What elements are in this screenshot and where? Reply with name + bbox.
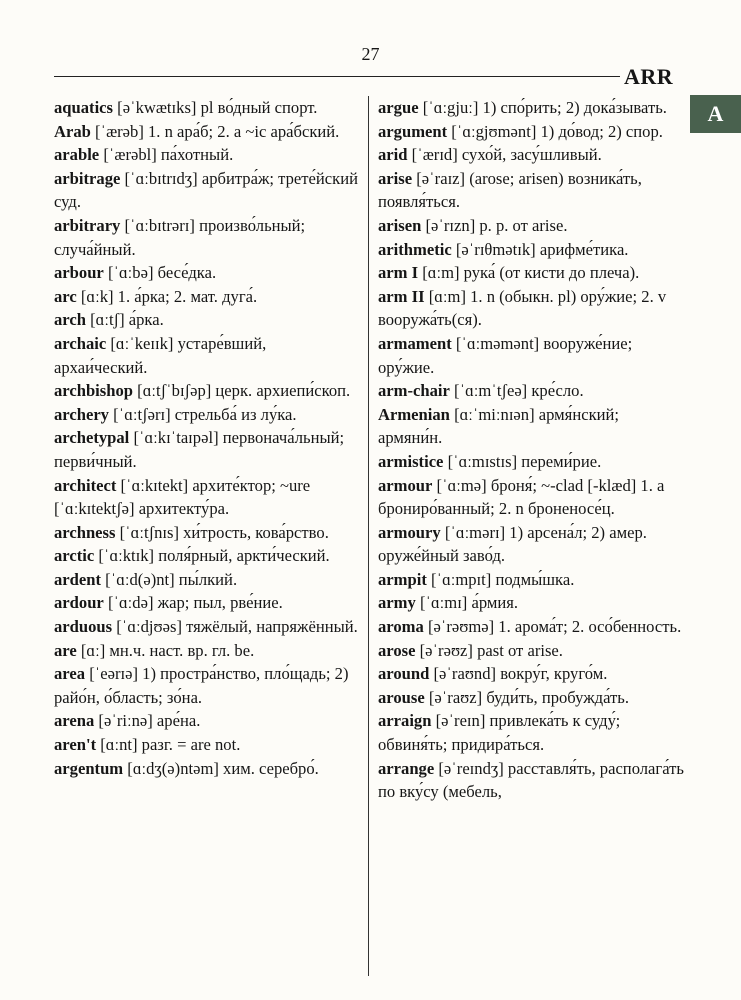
entry-headword: arid: [378, 145, 408, 165]
entry-definition: [ɑːk] 1. а́рка; 2. мат. дуга́.: [80, 286, 258, 306]
column-divider: [368, 96, 369, 976]
dictionary-entry: [378, 709, 686, 756]
entry-definition: [ˈɑːmɪ] а́рмия.: [419, 593, 519, 613]
entry-definition: [ˈɑːgjuː] 1) спо́рить; 2) дока́зывать.: [422, 98, 667, 117]
dictionary-entry: [54, 96, 362, 120]
entry-headword: ardour: [54, 593, 104, 613]
entry-definition: [ˈɑːmərɪ] 1) арсена́л; 2) амер. оруже́йный заво́д.: [378, 522, 647, 566]
entry-definition: [ɑːˈkeɪɪk] устаре́вший, архаи́ческий.: [54, 333, 267, 377]
entry-headword: arm I: [378, 263, 419, 283]
entry-headword: arrange: [378, 758, 435, 778]
left-column: [54, 96, 362, 780]
entry-definition: [ˈɑːdjʊəs] тяжёлый, напряжённый.: [116, 617, 358, 637]
running-head: ARR: [624, 64, 674, 89]
entry-headword: arouse: [378, 687, 425, 707]
entry-definition: [ɑːˈmiːnɪən] армя́нский; армяни́н.: [378, 404, 619, 448]
dictionary-entry: [54, 379, 362, 403]
entry-headword: arc: [54, 286, 77, 306]
entry-headword: arbitrary: [54, 215, 121, 235]
header-rule: [54, 76, 620, 77]
entry-definition: [ˈeərɪə] 1) простра́нство, пло́щадь; 2) райо́н, о́бласть; зо́на.: [54, 664, 349, 707]
dictionary-entry: [378, 238, 686, 262]
dictionary-entry: [54, 285, 362, 309]
letter-tab: A: [690, 95, 741, 133]
entry-definition: [ˈɑːmˈtʃeə] кре́сло.: [454, 381, 584, 401]
entry-definition: [ˈærəb] 1. n ара́б; 2. a ~ic ара́бский.: [95, 121, 340, 141]
dictionary-entry: [378, 568, 686, 592]
dictionary-entry: [378, 285, 686, 332]
entry-definition: [ɑːm] 1. n (обыкн. pl) ору́жие; 2. v вооружа́ть(ся).: [378, 286, 667, 330]
entry-definition: [əˈkwætɪks] pl во́дный спорт.: [117, 98, 318, 117]
entry-headword: arisen: [378, 215, 422, 235]
dictionary-entry: [54, 568, 362, 592]
entry-headword: army: [378, 593, 416, 613]
dictionary-entry: [54, 709, 362, 733]
right-column: [378, 96, 686, 804]
dictionary-entry: [378, 120, 686, 144]
entry-definition: [əˈraɪz] (arose; arisen) возника́ть, появля́ться.: [378, 168, 642, 212]
dictionary-entry: [54, 757, 362, 781]
entry-definition: [ˈɑːkɪtekt] архите́ктор; ~ure [ˈɑːkɪtektʃə] архитекту́ра.: [54, 475, 311, 519]
entry-definition: [ˈɑːtʃnɪs] хи́трость, кова́рство.: [119, 522, 329, 542]
entry-headword: armoury: [378, 522, 441, 542]
entry-headword: archery: [54, 404, 109, 424]
entry-definition: [ˈɑːgjʊmənt] 1) до́вод; 2) спор.: [451, 121, 663, 141]
dictionary-entry: [54, 403, 362, 427]
entry-definition: [əˈrəʊz] past от arise.: [419, 640, 563, 660]
entry-definition: [ɑːtʃˈbɪʃəp] церк. архиепи́скоп.: [137, 381, 351, 401]
dictionary-entry: [378, 96, 686, 120]
entry-headword: arose: [378, 640, 416, 660]
entry-headword: arraign: [378, 711, 432, 731]
dictionary-entry: [54, 214, 362, 261]
entry-headword: argue: [378, 98, 419, 117]
entry-headword: armour: [378, 475, 433, 495]
entry-headword: archetypal: [54, 428, 130, 448]
entry-definition: [əˈreɪn] привлека́ть к суду́; обвиня́ть; придира́ться.: [378, 711, 621, 755]
entry-definition: [ˈɑːbə] бесе́дка.: [107, 263, 217, 283]
dictionary-entry: [378, 261, 686, 285]
dictionary-entry: [378, 757, 686, 804]
dictionary-entry: [54, 662, 362, 709]
entry-definition: [ɑːnt] разг. = are not.: [100, 735, 241, 755]
entry-headword: archness: [54, 522, 116, 542]
dictionary-entry: [378, 662, 686, 686]
entry-definition: [əˈraʊnd] вокру́г, круго́м.: [433, 664, 608, 684]
entry-headword: arm-chair: [378, 381, 450, 401]
page-number: 27: [361, 44, 380, 64]
entry-definition: [əˈrɪθmətɪk] арифме́тика.: [455, 239, 629, 259]
entry-headword: arm II: [378, 286, 425, 306]
entry-headword: arctic: [54, 546, 95, 566]
entry-definition: [ɑːdʒ(ə)ntəm] хим. серебро́.: [127, 758, 319, 778]
entry-definition: [ɑːtʃ] а́рка.: [90, 310, 164, 330]
entry-definition: [əˈraʊz] буди́ть, пробужда́ть.: [428, 687, 630, 707]
dictionary-entry: [54, 544, 362, 568]
entry-headword: arbour: [54, 263, 104, 283]
dictionary-entry: [378, 143, 686, 167]
entry-headword: armament: [378, 333, 452, 353]
dictionary-entry: [378, 450, 686, 474]
entry-headword: arise: [378, 168, 413, 188]
dictionary-entry: [54, 308, 362, 332]
entry-headword: architect: [54, 475, 117, 495]
dictionary-entry: [378, 379, 686, 403]
dictionary-entry: [54, 615, 362, 639]
dictionary-entry: [378, 403, 686, 450]
entry-definition: [ˈɑːkɪˈtaɪpəl] первонача́льный; перви́чный.: [54, 428, 345, 471]
entry-headword: arch: [54, 310, 86, 330]
entry-definition: [ɑːm] рука́ (от кисти до плеча).: [422, 263, 640, 283]
entry-headword: Arab: [54, 121, 91, 141]
dictionary-entry: [54, 521, 362, 545]
entry-headword: archbishop: [54, 381, 134, 401]
dictionary-entry: [54, 426, 362, 473]
entry-headword: aquatics: [54, 98, 114, 117]
dictionary-entry: [54, 332, 362, 379]
entry-headword: arable: [54, 145, 100, 165]
entry-definition: [ˈɑːmɪstɪs] переми́рие.: [447, 451, 602, 471]
entry-definition: [əˈrəʊmə] 1. арома́т; 2. осо́бенность.: [427, 617, 682, 637]
dictionary-entry: [54, 591, 362, 615]
entry-headword: armpit: [378, 569, 427, 589]
entry-definition: [ˈɑːktɪk] поля́рный, аркти́ческий.: [98, 546, 330, 566]
entry-definition: [ˈɑːmə] броня́; ~-clad [-klæd] 1. a брониро́ванный; 2. n броненосе́ц.: [378, 475, 665, 519]
entry-headword: area: [54, 664, 86, 684]
entry-headword: armistice: [378, 451, 444, 471]
entry-headword: archaic: [54, 333, 107, 353]
dictionary-entry: [378, 615, 686, 639]
dictionary-entry: [378, 474, 686, 521]
entry-definition: [əˈreɪndʒ] расставля́ть, располага́ть по вку́су (мебель,: [378, 758, 684, 802]
dictionary-entry: [378, 167, 686, 214]
entry-definition: [ˈærəbl] па́хотный.: [103, 145, 234, 165]
entry-headword: arduous: [54, 617, 113, 637]
entry-definition: [ɑː] мн.ч. наст. вр. гл. be.: [80, 640, 255, 660]
entry-definition: [ˈɑːd(ə)nt] пы́лкий.: [105, 569, 238, 589]
dictionary-entry: [54, 639, 362, 663]
entry-definition: [ˈærɪd] сухо́й, засу́шливый.: [411, 145, 602, 165]
dictionary-entry: [54, 143, 362, 167]
dictionary-entry: [378, 214, 686, 238]
entry-headword: Armenian: [378, 404, 450, 424]
entry-headword: around: [378, 664, 430, 684]
entry-definition: [ˈɑːməmənt] вооруже́ние; ору́жие.: [378, 333, 633, 377]
entry-definition: [ˈɑːmpɪt] подмы́шка.: [431, 569, 575, 589]
entry-headword: arithmetic: [378, 239, 452, 259]
dictionary-entry: [54, 474, 362, 521]
entry-headword: arena: [54, 711, 95, 731]
dictionary-entry: [54, 120, 362, 144]
entry-headword: aren't: [54, 735, 97, 755]
dictionary-entry: [54, 167, 362, 214]
entry-headword: aroma: [378, 617, 424, 637]
dictionary-entry: [54, 733, 362, 757]
entry-headword: ardent: [54, 569, 102, 589]
dictionary-entry: [378, 686, 686, 710]
entry-definition: [ˈɑːdə] жар; пыл, рве́ние.: [107, 593, 283, 613]
entry-definition: [ˈɑːbɪtrɪdʒ] арбитра́ж; трете́йский суд.: [54, 168, 358, 212]
entry-headword: arbitrage: [54, 168, 121, 188]
dictionary-entry: [54, 261, 362, 285]
entry-definition: [əˈrɪzn] p. p. от arise.: [425, 215, 568, 235]
entry-definition: [ˈɑːbɪtrərɪ] произво́льный; случа́йный.: [54, 215, 306, 259]
entry-headword: argentum: [54, 758, 124, 778]
dictionary-entry: [378, 521, 686, 568]
entry-definition: [ˈɑːtʃərɪ] стрельба́ из лу́ка.: [113, 404, 297, 424]
entry-headword: argument: [378, 121, 448, 141]
dictionary-entry: [378, 591, 686, 615]
dictionary-entry: [378, 332, 686, 379]
dictionary-entry: [378, 639, 686, 663]
entry-headword: are: [54, 640, 77, 660]
entry-definition: [əˈriːnə] аре́на.: [98, 711, 201, 731]
